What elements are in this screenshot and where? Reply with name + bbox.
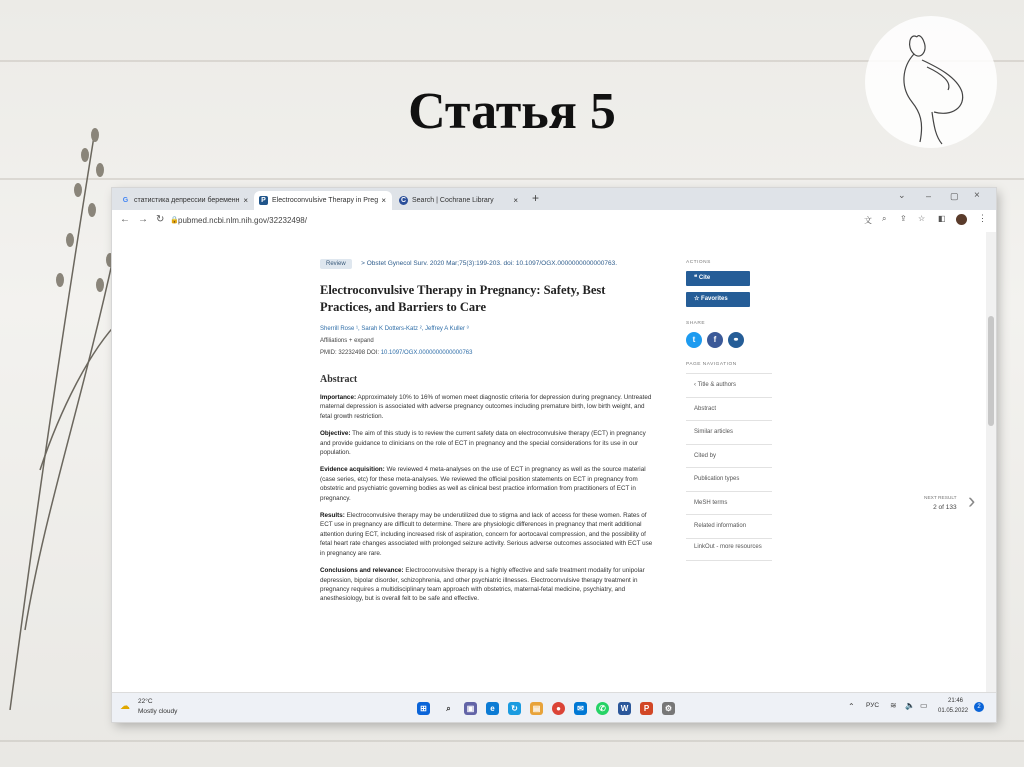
- page-nav-cited-by[interactable]: Cited by: [686, 444, 772, 468]
- article-sidebar: [686, 260, 776, 561]
- background-plank: [0, 740, 1024, 742]
- tab-cochrane[interactable]: [394, 191, 524, 210]
- cite-label: Cite: [698, 275, 711, 281]
- page-nav-label: Title & authors: [697, 382, 737, 388]
- quote-icon: ❝: [694, 275, 699, 281]
- battery-icon[interactable]: ▭: [920, 701, 928, 710]
- page-nav-linkout[interactable]: LinkOut - more resources: [686, 538, 772, 562]
- window-close-icon[interactable]: ×: [974, 190, 980, 201]
- wifi-icon[interactable]: ≋: [890, 701, 897, 710]
- lock-icon: 🔒: [170, 217, 179, 224]
- author-list[interactable]: Sherrill Rose ¹, Sarah K Dotters-Katz ², Jeffrey A Kuller ³: [320, 326, 469, 332]
- section-label: Evidence acquisition:: [320, 466, 385, 474]
- page-nav-abstract[interactable]: Abstract: [686, 397, 772, 421]
- favorites-button[interactable]: [686, 292, 750, 307]
- pmid-doi: [320, 350, 655, 356]
- share-icon[interactable]: ⇪: [900, 214, 907, 223]
- actions-caption: ACTIONS: [686, 260, 711, 265]
- page-nav-mesh-terms[interactable]: MeSH terms: [686, 491, 772, 515]
- page-nav-publication-types[interactable]: Publication types: [686, 467, 772, 491]
- address-bar: [112, 210, 996, 233]
- abstract-heading: Abstract: [320, 374, 358, 385]
- sidepanel-icon[interactable]: ◧: [938, 214, 946, 223]
- page-nav-caption: PAGE NAVIGATION: [686, 362, 737, 367]
- reload-icon[interactable]: ↻: [156, 214, 165, 225]
- article-main: [320, 252, 655, 612]
- url-field[interactable]: pubmed.ncbi.nlm.nih.gov/32232498/: [178, 216, 307, 225]
- link-icon[interactable]: ⚭: [728, 332, 744, 348]
- tab-bar: [112, 188, 996, 210]
- mail-icon[interactable]: ✉: [574, 702, 587, 715]
- back-arrow-icon[interactable]: ←: [120, 214, 130, 225]
- facebook-icon[interactable]: f: [707, 332, 723, 348]
- abstract-evidence: [320, 465, 655, 503]
- affiliations-toggle[interactable]: Affiliations + expand: [320, 338, 374, 344]
- close-icon[interactable]: ×: [243, 196, 248, 205]
- section-label: Importance:: [320, 394, 357, 401]
- volume-icon[interactable]: 🔈: [905, 701, 915, 710]
- chevron-left-icon: ‹: [694, 382, 698, 388]
- sync-icon[interactable]: ↻: [508, 702, 521, 715]
- next-result-count: 2 of 133: [933, 504, 957, 511]
- share-buttons: [686, 332, 776, 348]
- search-icon[interactable]: ⌕: [446, 704, 451, 713]
- minimize-icon[interactable]: –: [926, 191, 932, 201]
- teams-icon[interactable]: ▣: [464, 702, 477, 715]
- weather-desc: Mostly cloudy: [138, 708, 178, 715]
- doi-link[interactable]: 10.1097/OGX.0000000000000763: [380, 350, 473, 356]
- abstract-results: [320, 511, 655, 558]
- section-text: Approximately 10% to 16% of women meet diagnostic criteria for depression during pregnancy. Untreated maternal depression is associated with adverse pregnancy outcomes including premature birth, low birth weight, and fetal growth restriction.: [320, 394, 652, 420]
- twitter-icon[interactable]: t: [686, 332, 702, 348]
- section-text: We reviewed 4 meta-analyses on the use of ECT in pregnancy as well as the source material (case series, etc) for these meta-analyses. We reviewed the official position statements on ECT in pregnancy from obstetric and psychiatric governing bodies as well as clinical best practice information from practitioners of ECT in pregnancy.: [320, 466, 646, 502]
- notification-icon[interactable]: 2: [974, 702, 984, 712]
- journal-citation[interactable]: > Obstet Gynecol Surv. 2020 Mar;75(3):199-203. doi: 10.1097/OGX.0000000000000763.: [361, 260, 618, 267]
- maximize-icon[interactable]: ▢: [950, 191, 959, 201]
- settings-gear-icon[interactable]: ⚙: [662, 702, 675, 715]
- browser-screenshot: [112, 188, 996, 722]
- section-text: Electroconvulsive therapy may be underutilized due to stigma and lack of access for these women. Rates of ECT use in pregnancy are difficult to determine. There are physiologic differences in pregnancy that merit additional attention during ECT, including increased risk of aspiration, concern for aortocaval compression, and the possibility of fetal heart rate changes associated with prolonged seizure activity. Serious adverse outcomes associated with ECT use in pregnancy are rare.: [320, 512, 653, 557]
- forward-arrow-icon[interactable]: →: [138, 214, 148, 225]
- zoom-icon[interactable]: ⌕: [882, 214, 887, 223]
- pubmed-icon: P: [259, 196, 268, 205]
- windows-taskbar: [112, 692, 996, 722]
- close-icon[interactable]: ×: [381, 196, 386, 205]
- page-nav-similar-articles[interactable]: Similar articles: [686, 420, 772, 444]
- clock-time[interactable]: 21:46: [948, 698, 964, 704]
- weather-temp: 22°C: [138, 698, 153, 705]
- section-text: The aim of this study is to review the current safety data on electroconvulsive therapy (ECT) in pregnancy and provide guidance to clinicians on the role of ECT in pregnancy and the special considerations for its use in our population.: [320, 430, 646, 457]
- chrome-icon[interactable]: ●: [552, 702, 565, 715]
- section-label: Results:: [320, 512, 345, 520]
- cochrane-icon: C: [400, 197, 407, 204]
- weather-icon: ☁: [120, 701, 130, 712]
- section-label: Objective:: [320, 430, 351, 438]
- clock-date[interactable]: 01.05.2022: [938, 708, 969, 714]
- google-icon: G: [122, 197, 129, 204]
- article-title: Electroconvulsive Therapy in Pregnancy: Safety, Best Practices, and Barriers to Care: [320, 283, 606, 314]
- slide-title: Статья 5: [408, 83, 616, 140]
- star-icon: ☆: [694, 296, 702, 302]
- pmid-label: PMID: 32232498 DOI:: [320, 350, 381, 356]
- file-explorer-icon[interactable]: ▤: [530, 702, 543, 715]
- close-icon[interactable]: ×: [513, 196, 518, 205]
- page-nav-title-authors[interactable]: [686, 373, 772, 397]
- tab-pubmed[interactable]: [254, 191, 392, 210]
- scrollbar[interactable]: [986, 232, 996, 692]
- chevron-down-icon[interactable]: ⌄: [898, 190, 906, 200]
- review-badge: Review: [320, 259, 352, 269]
- menu-kebab-icon[interactable]: ⋮: [978, 213, 987, 223]
- section-text: Electroconvulsive therapy is a highly effective and safe treatment modality for unipolar depression, bipolar disorder, schizophrenia, and other psychiatric illnesses. Electroconvulsive therapy treatment in pregnancy requires a multidisciplinary team approach with obstetrics, maternal-fetal medicine, psychiatry, and anesthesiology, but is overall felt to be safe and effective.: [320, 567, 645, 603]
- abstract-importance: [320, 393, 655, 421]
- next-result[interactable]: [924, 496, 957, 511]
- scrollbar-thumb[interactable]: [988, 316, 994, 426]
- cite-button[interactable]: [686, 271, 750, 286]
- avatar[interactable]: [956, 214, 967, 225]
- start-icon[interactable]: ⊞: [417, 702, 430, 715]
- new-tab-button[interactable]: +: [532, 191, 540, 205]
- pubmed-page: [112, 232, 986, 692]
- next-result-caption: NEXT RESULT: [924, 496, 957, 501]
- background-plank: [0, 178, 1024, 180]
- section-label: Conclusions and relevance:: [320, 567, 404, 575]
- chevron-right-icon[interactable]: ›: [968, 488, 976, 513]
- edge-icon[interactable]: e: [486, 702, 499, 715]
- word-icon[interactable]: W: [618, 702, 631, 715]
- translate-icon[interactable]: 文: [864, 216, 872, 225]
- chevron-up-icon[interactable]: ⌃: [848, 702, 855, 711]
- favorites-label: Favorites: [701, 296, 728, 302]
- whatsapp-icon[interactable]: ✆: [596, 702, 609, 715]
- powerpoint-icon[interactable]: P: [640, 702, 653, 715]
- page-nav-related-information[interactable]: Related information: [686, 514, 772, 538]
- tab-label: статистика депрессии беременн: [134, 197, 240, 204]
- tab-label: Electroconvulsive Therapy in Preg: [272, 197, 379, 204]
- input-language[interactable]: РУС: [866, 702, 880, 709]
- tab-google-search[interactable]: [116, 191, 254, 210]
- abstract-conclusions: [320, 566, 655, 604]
- share-caption: SHARE: [686, 321, 706, 326]
- tab-label: Search | Cochrane Library: [412, 197, 494, 204]
- bookmark-star-icon[interactable]: ☆: [918, 214, 926, 223]
- abstract-objective: [320, 429, 655, 457]
